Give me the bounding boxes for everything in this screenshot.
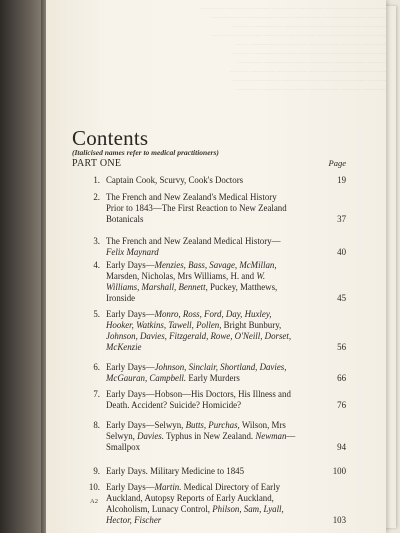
signature-mark: A2 [90,498,98,505]
contents-entry [80,260,346,304]
contents-entry [80,236,346,258]
entry-title-line [106,515,302,526]
practitioner-names: Newman [255,431,287,441]
entry-title-line [106,293,302,304]
entry-number: 1. [93,175,100,185]
practitioner-names: Monro, Ross, Ford, Day, Huxley, [154,309,272,319]
entry-page-number: 45 [337,293,346,303]
practitioner-names: Martin. [154,482,182,492]
practitioner-names: Williams, Marshall, Bennett, [106,282,208,292]
entry-title-line [106,493,302,504]
entry-title-line [106,331,302,342]
entry-text: Bright Bunbury, [221,320,282,330]
entry-title-line [106,431,302,442]
entry-number: 9. [93,466,100,476]
contents-entry [80,362,346,384]
entry-title-line [106,260,302,271]
entry-text: Early Days— [106,309,155,319]
contents-entry [80,389,346,411]
entry-title [106,362,302,384]
contents-entry [80,309,346,353]
practitioner-names: Johnson, Sinclair, Shortland, Davies, [154,362,287,372]
entry-text: Early Days— [106,482,155,492]
entry-text: Marsden, Nicholas, Mrs Williams, H. and [106,271,257,281]
practitioner-names: Philson, Sam, Lyall, [212,504,284,514]
practitioner-names: McKenzie [106,342,142,352]
contents-entry [80,482,346,526]
entry-text: The French and New Zealand's Medical History [106,192,277,202]
entry-text: Alcoholism, Lunacy Control, [106,504,213,514]
entry-title-line [106,203,302,214]
practitioner-names: Johnson, Davies, Fitzgerald, Rowe, O'Neill, Dorset, [106,331,292,341]
practitioner-names: Felix Maynard [106,247,159,257]
page-column-header: Page [328,158,346,168]
entry-title-line [106,466,302,477]
page-title: Contents [72,126,149,150]
entry-page-number: 19 [337,175,346,185]
entry-text: Early Days— [106,362,155,372]
entry-text: Selwyn, [106,431,138,441]
entry-number: 4. [93,260,100,270]
entry-title-line [106,442,302,453]
entry-number: 5. [93,309,100,319]
practitioner-names: W. [256,271,266,281]
show-through-text: —————————— ———— ———— ——————— ———— ——— ——————— ———— ——— ————— ————— ———— ————— ——————— ————— ——— ——————— ———— ——— ————— —————— —— ———— ——— ————— ————— ———— —— ————— ————————— ——— ———— ——— ——— ————— ———— ——————— ———— ————— ———— ——— ————— ———— ——— ——— ——————— ——— ——— ———————— ———— ——— ————— ———— ——— ———— [200,5,386,93]
book-spine [0,0,46,533]
entry-text: Early Days— [106,260,155,270]
entry-number: 8. [93,420,100,430]
entry-title-line [106,282,302,293]
entry-title-line [106,236,302,247]
entry-text: Medical Directory of Early [181,482,281,492]
entry-text: Typhus in New Zealand. [163,431,256,441]
entry-text: Smallpox [106,442,141,452]
contents-entry [80,420,346,453]
entry-text: Ironside [106,293,136,303]
italic-names-note: (Italicised names refer to medical practitioners) [72,148,219,157]
entry-number: 3. [93,236,100,246]
entry-title-line [106,362,302,373]
entry-title-line [106,247,302,258]
practitioner-names: McGauran, Campbell. [106,373,187,383]
entry-page-number: 66 [337,373,346,383]
entry-title-line [106,309,302,320]
entry-title-line [106,400,302,411]
contents-entry [80,175,346,186]
entry-page-number: 100 [332,466,346,476]
entry-text: — [286,431,296,441]
entry-number: 7. [93,389,100,399]
entry-title-line [106,504,302,515]
entry-text: Botanicals [106,214,144,224]
contents-entry [80,192,346,225]
practitioner-names: Hooker, Watkins, Tawell, Pollen, [106,320,222,330]
entry-title-line [106,482,302,493]
entry-text: Prior to 1843—The First Reaction to New Zealand [106,203,287,213]
entry-title [106,175,302,186]
entry-page-number: 94 [337,442,346,452]
entry-text: Auckland, Autopsy Reports of Early Auckland, [106,493,274,503]
entry-title [106,236,302,258]
entry-title [106,389,302,411]
entry-page-number: 103 [332,515,346,525]
entry-title-line [106,214,302,225]
entry-title-line [106,271,302,282]
entry-title [106,309,302,353]
entry-title [106,420,302,453]
entry-page-number: 76 [337,400,346,410]
entry-title [106,192,302,225]
practitioner-names: Davies. [137,431,164,441]
entry-title [106,466,302,477]
entry-text: Puckey, Matthews, [207,282,278,292]
entry-text: Death. Accident? Suicide? Homicide? [106,400,242,410]
part-header-row [72,158,346,172]
entry-text: Early Days. Military Medicine to 1845 [106,466,245,476]
entry-page-number: 56 [337,342,346,352]
entry-title [106,260,302,304]
entry-number: 6. [93,362,100,372]
entry-number: 10. [88,482,100,492]
entry-text: The French and New Zealand Medical History— [106,236,281,246]
entry-title [106,482,302,526]
entry-title-line [106,320,302,331]
entry-page-number: 40 [337,247,346,257]
entry-number: 2. [93,192,100,202]
entry-text: Captain Cook, Scurvy, Cook's Doctors [106,175,244,185]
entry-title-line [106,373,302,384]
practitioner-names: Menzies, Bass, Savage, McMillan, [154,260,277,270]
contents-entry [80,466,346,477]
entry-page-number: 37 [337,214,346,224]
entry-title-line [106,420,302,431]
entry-text: Early Murders [186,373,240,383]
entry-text: Wilson, Mrs [239,420,286,430]
practitioner-names: Hector, Fischer [106,515,162,525]
part-title: PART ONE [72,158,122,169]
practitioner-names: Butts, Purchas, [185,420,240,430]
entry-title-line [106,389,302,400]
entry-text: Early Days—Hobson—His Doctors, His Illness and [106,389,291,399]
entry-title-line [106,342,302,353]
entry-text: Early Days—Selwyn, [106,420,186,430]
entry-title-line [106,175,302,186]
entry-title-line [106,192,302,203]
